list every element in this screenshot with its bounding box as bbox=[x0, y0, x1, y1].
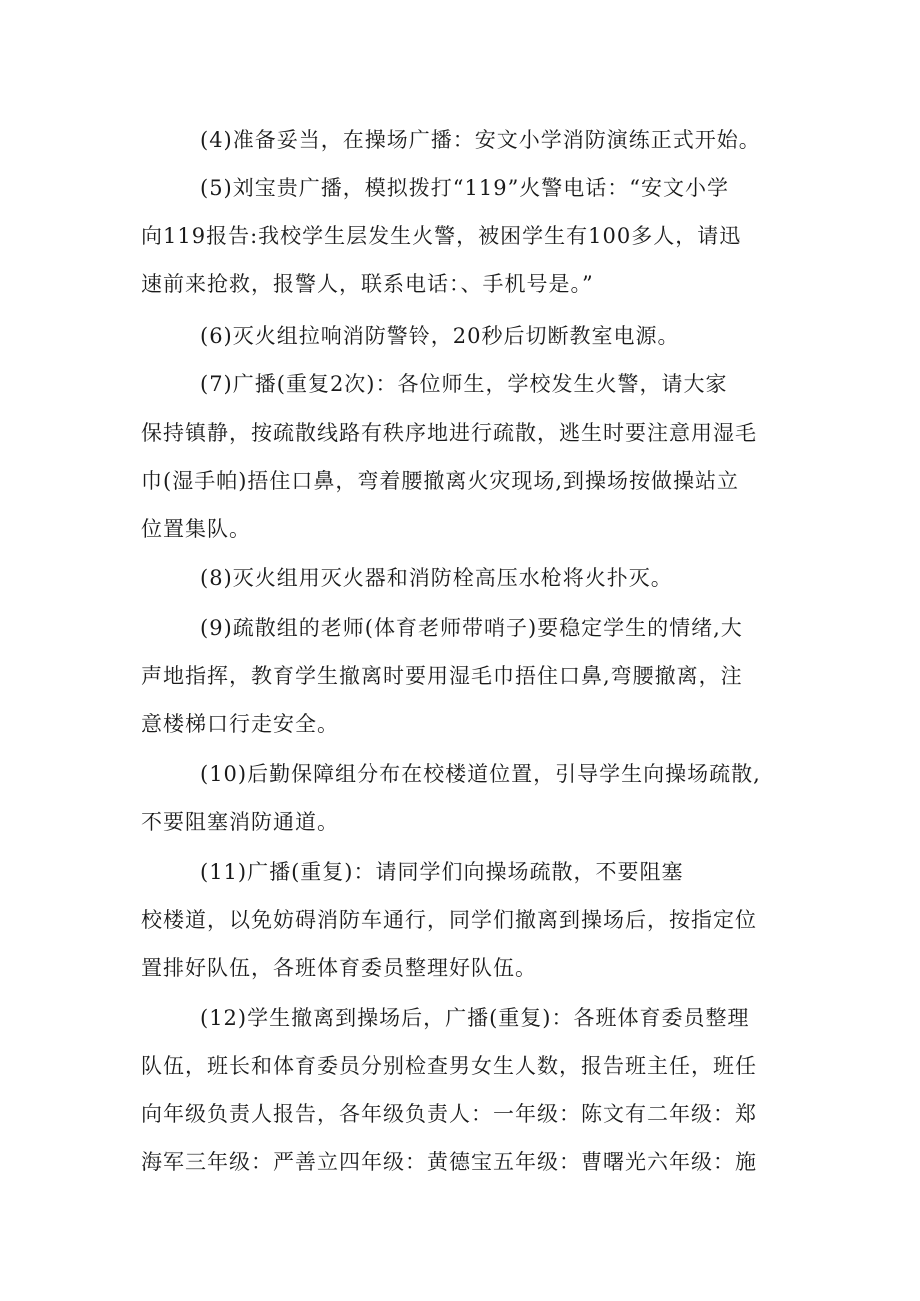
text-line: (12)学生撤离到操场后，广播(重复)：各班体育委员整理 bbox=[200, 1006, 750, 1030]
text-line: 声地指挥，教育学生撤离时要用湿毛巾捂住口鼻,弯腰撤离，注 bbox=[141, 664, 743, 688]
text-line: 速前来抢救，报警人，联系电话：、手机号是。” bbox=[141, 272, 594, 296]
text-line: 向年级负责人报告，各年级负责人：一年级：陈文有二年级：郑 bbox=[141, 1102, 757, 1126]
text-line: (7)广播(重复2次)：各位师生，学校发生火警，请大家 bbox=[200, 372, 728, 396]
text-line: (10)后勤保障组分布在校楼道位置，引导学生向操场疏散, bbox=[200, 762, 761, 786]
text-line: 位置集队。 bbox=[141, 517, 251, 541]
text-line: (8)灭火组用灭火器和消防栓高压水枪将火扑灭。 bbox=[200, 566, 673, 590]
text-line: (11)广播(重复)：请同学们向操场疏散，不要阻塞 bbox=[200, 860, 684, 884]
text-line: (6)灭火组拉响消防警铃，20秒后切断教室电源。 bbox=[200, 324, 680, 348]
text-line: 置排好队伍，各班体育委员整理好队伍。 bbox=[141, 956, 537, 980]
text-line: (5)刘宝贵广播，模拟拨打“119”火警电话：“安文小学 bbox=[200, 176, 730, 200]
text-line: 校楼道，以免妨碍消防车通行，同学们撤离到操场后，按指定位 bbox=[141, 908, 757, 932]
text-line: 向119报告:我校学生层发生火警，被困学生有100多人，请迅 bbox=[141, 224, 742, 248]
text-line: 海军三年级：严善立四年级：黄德宝五年级：曹曙光六年级：施 bbox=[141, 1150, 757, 1174]
text-line: (4)准备妥当，在操场广播：安文小学消防演练正式开始。 bbox=[200, 128, 761, 152]
text-line: 保持镇静，按疏散线路有秩序地进行疏散，逃生时要注意用湿毛 bbox=[141, 421, 757, 445]
text-line: 意楼梯口行走安全。 bbox=[141, 712, 339, 736]
text-line: 不要阻塞消防通道。 bbox=[141, 810, 339, 834]
text-line: 巾(湿手帕)捂住口鼻，弯着腰撤离火灾现场,到操场按做操站立 bbox=[141, 469, 740, 493]
text-line: (9)疏散组的老师(体育老师带哨子)要稳定学生的情绪,大 bbox=[200, 616, 743, 640]
text-line: 队伍，班长和体育委员分别检查男女生人数，报告班主任，班任 bbox=[141, 1054, 757, 1078]
